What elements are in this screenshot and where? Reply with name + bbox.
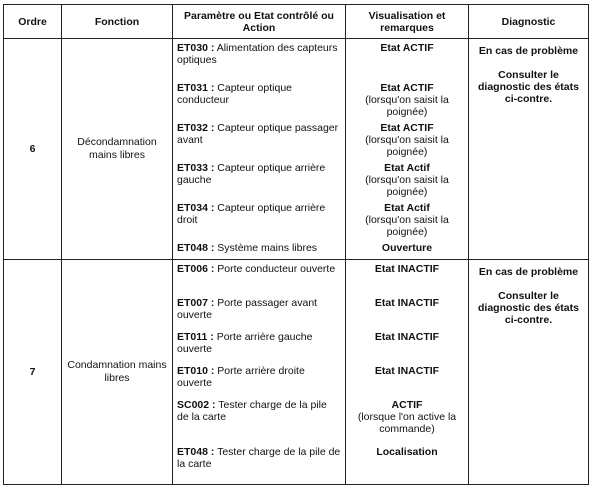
param-cell bbox=[173, 260, 346, 485]
visu-note: (lorsqu'on saisit la poignée) bbox=[365, 94, 449, 118]
visu-state: Etat ACTIF bbox=[380, 42, 434, 54]
visu-item bbox=[346, 119, 468, 159]
param-desc: Porte arrière droite ouverte bbox=[177, 365, 305, 389]
diag-text: Consulter le diagnostic des états ci-contre. bbox=[478, 69, 579, 105]
visu-state: Ouverture bbox=[381, 242, 433, 254]
visu-item bbox=[346, 443, 468, 477]
diag-title: En cas de problème bbox=[478, 45, 579, 57]
visu-item bbox=[346, 396, 468, 443]
table-row bbox=[4, 39, 589, 260]
visu-item bbox=[346, 362, 468, 396]
param-code: ET011 : bbox=[177, 331, 214, 343]
param-code: SC002 : bbox=[177, 399, 216, 411]
param-desc: Porte passager avant ouverte bbox=[177, 297, 318, 321]
param-code: ET032 : bbox=[177, 122, 215, 134]
param-code: ET031 : bbox=[177, 82, 215, 94]
param-desc: Porte arrière gauche ouverte bbox=[177, 331, 313, 355]
visu-state: ACTIF bbox=[391, 399, 423, 411]
param-item bbox=[173, 39, 345, 79]
fonction-cell: Condamnation mains libres bbox=[62, 260, 173, 485]
visu-item bbox=[346, 199, 468, 239]
visu-item bbox=[346, 260, 468, 294]
param-desc: Tester charge de la pile de la carte bbox=[177, 399, 327, 423]
param-desc: Système mains libres bbox=[217, 242, 318, 254]
param-item bbox=[173, 239, 345, 259]
param-desc: Capteur optique passager avant bbox=[177, 122, 339, 146]
param-item bbox=[173, 362, 345, 396]
visu-cell bbox=[346, 39, 469, 260]
header-ordre: Ordre bbox=[4, 5, 62, 39]
ordre-cell: 6 bbox=[4, 39, 62, 260]
visu-state: Etat Actif bbox=[384, 202, 430, 214]
visu-note: (lorsque l'on active la commande) bbox=[357, 411, 457, 435]
param-desc: Capteur optique arrière gauche bbox=[177, 162, 326, 186]
visu-item bbox=[346, 159, 468, 199]
diag-title: En cas de problème bbox=[478, 266, 579, 278]
param-desc: Alimentation des capteurs optiques bbox=[177, 42, 338, 66]
visu-state: Localisation bbox=[376, 446, 438, 458]
diag-cell bbox=[469, 260, 589, 485]
param-item bbox=[173, 328, 345, 362]
diagnostic-table-sheet bbox=[3, 4, 589, 482]
header-fonction: Fonction bbox=[62, 5, 173, 39]
visu-cell bbox=[346, 260, 469, 485]
diagnostic-table bbox=[3, 4, 589, 485]
visu-state: Etat ACTIF bbox=[380, 122, 434, 134]
param-code: ET030 : bbox=[177, 42, 215, 54]
visu-state: Etat INACTIF bbox=[374, 365, 440, 377]
visu-note: (lorsqu'on saisit la poignée) bbox=[365, 214, 449, 238]
header-visu: Visualisation et remarques bbox=[346, 5, 469, 39]
param-code: ET033 : bbox=[177, 162, 215, 174]
visu-state: Etat ACTIF bbox=[380, 82, 434, 94]
visu-state: Etat Actif bbox=[384, 162, 430, 174]
table-row bbox=[4, 260, 589, 485]
header-row bbox=[4, 5, 589, 39]
visu-state: Etat INACTIF bbox=[374, 297, 440, 309]
diag-cell bbox=[469, 39, 589, 260]
param-item bbox=[173, 294, 345, 328]
param-item bbox=[173, 396, 345, 443]
param-cell bbox=[173, 39, 346, 260]
param-code: ET006 : bbox=[177, 263, 215, 275]
param-code: ET048 : bbox=[177, 242, 215, 254]
param-desc: Capteur optique conducteur bbox=[177, 82, 293, 106]
visu-state: Etat INACTIF bbox=[374, 263, 440, 275]
param-code: ET048 : bbox=[177, 446, 215, 458]
visu-note: (lorsqu'on saisit la poignée) bbox=[365, 174, 449, 198]
param-item bbox=[173, 119, 345, 159]
visu-item bbox=[346, 294, 468, 328]
header-diag: Diagnostic bbox=[469, 5, 589, 39]
param-item bbox=[173, 260, 345, 294]
diag-text: Consulter le diagnostic des états ci-contre. bbox=[478, 290, 579, 326]
param-desc: Porte conducteur ouverte bbox=[217, 263, 336, 275]
visu-note: (lorsqu'on saisit la poignée) bbox=[365, 134, 449, 158]
visu-item bbox=[346, 39, 468, 79]
param-code: ET034 : bbox=[177, 202, 215, 214]
param-item bbox=[173, 443, 345, 477]
ordre-cell: 7 bbox=[4, 260, 62, 485]
param-item bbox=[173, 159, 345, 199]
param-code: ET007 : bbox=[177, 297, 215, 309]
param-item bbox=[173, 199, 345, 239]
visu-item bbox=[346, 79, 468, 119]
param-desc: Tester charge de la pile de la carte bbox=[177, 446, 341, 470]
fonction-cell: Décondamnation mains libres bbox=[62, 39, 173, 260]
param-code: ET010 : bbox=[177, 365, 215, 377]
visu-item bbox=[346, 239, 468, 259]
param-item bbox=[173, 79, 345, 119]
param-desc: Capteur optique arrière droit bbox=[177, 202, 326, 226]
visu-item bbox=[346, 328, 468, 362]
visu-state: Etat INACTIF bbox=[374, 331, 440, 343]
header-param: Paramètre ou Etat contrôlé ou Action bbox=[173, 5, 346, 39]
